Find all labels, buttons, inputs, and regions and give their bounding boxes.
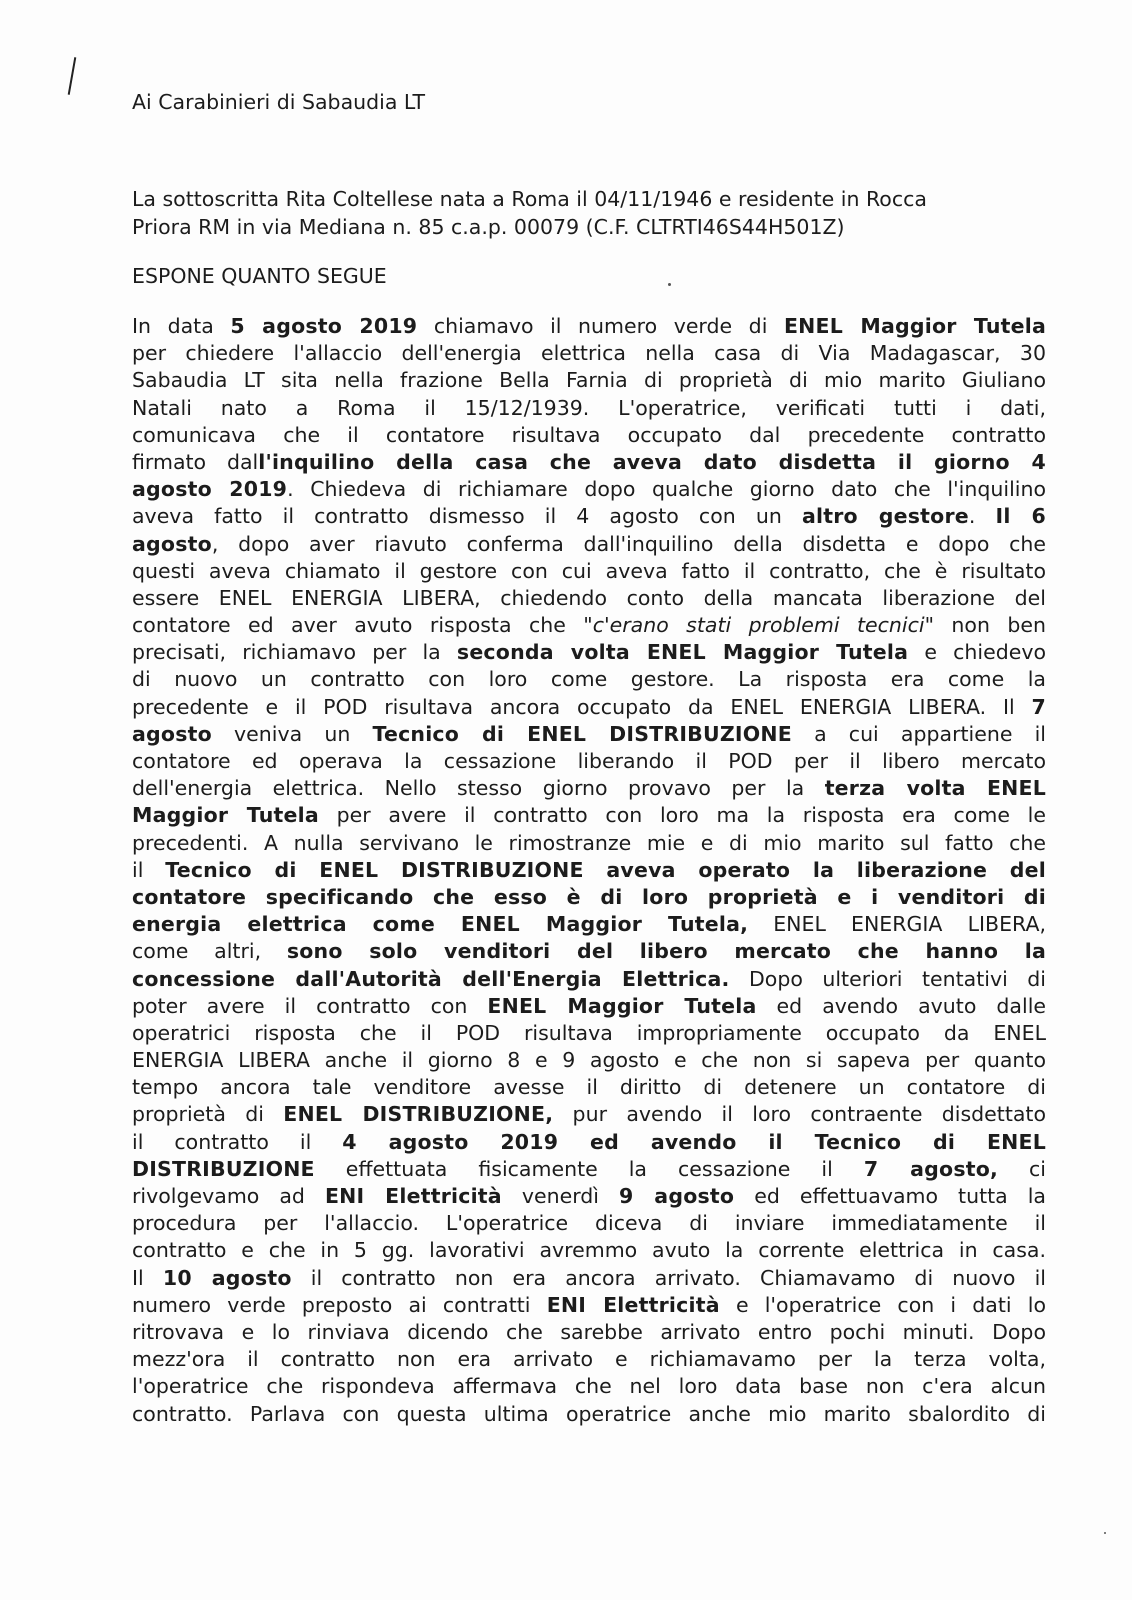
- text-line: ENERGIA LIBERA anche il giorno 8 e 9 agosto e che non si sapeva per quanto: [132, 1048, 1046, 1073]
- text-line: contatore specificando che esso è di loro proprietà e i venditori di: [132, 884, 1046, 909]
- text-line: Maggior Tutela per avere il contratto con loro ma la risposta era come le: [132, 803, 1046, 828]
- text-line: come altri, sono solo venditori del libero mercato che hanno la: [132, 939, 1046, 964]
- text-line: essere ENEL ENERGIA LIBERA, chiedendo conto della mancata liberazione del: [132, 585, 1046, 610]
- text-line: contatore ed operava la cessazione liberando il POD per il libero mercato: [132, 749, 1046, 773]
- text-line: di nuovo un contratto con loro come gestore. La risposta era come la: [132, 667, 1046, 692]
- text-line: agosto 2019. Chiedeva di richiamare dopo qualche giorno dato che l'inquilino: [132, 477, 1046, 502]
- text-line: proprietà di ENEL DISTRIBUZIONE, pur avendo il loro contraente disdettato: [132, 1102, 1047, 1127]
- text-line: l'operatrice che rispondeva affermava che nel loro data base non c'era alcun: [132, 1374, 1046, 1399]
- text-line: comunicava che il contatore risultava occupato dal precedente contratto: [132, 422, 1046, 447]
- text-line: contratto. Parlava con questa ultima operatrice anche mio marito sbalordito di: [132, 1401, 1046, 1426]
- text-line: mezz'ora il contratto non era arrivato e richiamavamo per la terza volta,: [132, 1347, 1046, 1372]
- text-line: contratto e che in 5 gg. lavorativi avremmo avuto la corrente elettrica in casa.: [132, 1238, 1046, 1263]
- text-line: il Tecnico di ENEL DISTRIBUZIONE aveva operato la liberazione del: [132, 857, 1046, 882]
- scan-speck: [668, 283, 671, 286]
- text-line: agosto, dopo aver riavuto conferma dall'inquilino della disdetta e dopo che: [132, 531, 1046, 556]
- text-line: Il 10 agosto il contratto non era ancora arrivato. Chiamavamo di nuovo il: [132, 1265, 1046, 1290]
- text-line: DISTRIBUZIONE effettuata fisicamente la cessazione il 7 agosto, ci: [132, 1156, 1046, 1181]
- text-line: tempo ancora tale venditore avesse il diritto di detenere un contatore di: [132, 1075, 1046, 1100]
- pen-mark: [68, 57, 77, 95]
- text-line: ritrovava e lo rinviava dicendo che sarebbe arrivato entro pochi minuti. Dopo: [132, 1319, 1046, 1344]
- text-line: dell'energia elettrica. Nello stesso giorno provavo per la terza volta ENEL: [132, 776, 1046, 801]
- text-line: In data 5 agosto 2019 chiamavo il numero verde di ENEL Maggior Tutela: [132, 314, 1047, 338]
- text-line: procedura per l'allaccio. L'operatrice diceva di inviare immediatamente il: [132, 1211, 1046, 1236]
- intro-paragraph: [132, 186, 1032, 241]
- text-line: contatore ed aver avuto risposta che "c'erano stati problemi tecnici" non ben: [132, 613, 1046, 638]
- scan-speck: [1104, 1532, 1106, 1534]
- text-line: Natali nato a Roma il 15/12/1939. L'operatrice, verificati tutti i dati,: [132, 395, 1046, 420]
- text-line: il contratto il 4 agosto 2019 ed avendo il Tecnico di ENEL: [132, 1129, 1046, 1154]
- text-line: firmato dall'inquilino della casa che aveva dato disdetta il giorno 4: [132, 449, 1046, 474]
- text-line: concessione dall'Autorità dell'Energia Elettrica. Dopo ulteriori tentativi di: [132, 966, 1046, 991]
- text-line: rivolgevamo ad ENI Elettricità venerdì 9 agosto ed effettuavamo tutta la: [132, 1184, 1046, 1208]
- text-line: agosto veniva un Tecnico di ENEL DISTRIBUZIONE a cui appartiene il: [132, 721, 1046, 746]
- text-line: per chiedere l'allaccio dell'energia elettrica nella casa di Via Madagascar, 30: [132, 341, 1046, 366]
- text-line: operatrici risposta che il POD risultava impropriamente occupato da ENEL: [132, 1020, 1046, 1045]
- text-line: aveva fatto il contratto dismesso il 4 agosto con un altro gestore. Il 6: [132, 504, 1046, 529]
- text-line: questi aveva chiamato il gestore con cui aveva fatto il contratto, che è risultato: [132, 558, 1046, 583]
- text-line: energia elettrica come ENEL Maggior Tutela, ENEL ENERGIA LIBERA,: [132, 912, 1047, 937]
- text-line: precisati, richiamavo per la seconda volta ENEL Maggior Tutela e chiedevo: [132, 640, 1046, 665]
- section-heading: ESPONE QUANTO SEGUE: [132, 264, 387, 288]
- text-line: poter avere il contratto con ENEL Maggior Tutela ed avendo avuto dalle: [132, 993, 1046, 1018]
- body-paragraph: [132, 313, 1046, 1428]
- text-line: numero verde preposto ai contratti ENI Elettricità e l'operatrice con i dati lo: [132, 1292, 1047, 1317]
- text-line: precedenti. A nulla servivano le rimostranze mie e di mio marito sul fatto che: [132, 830, 1046, 855]
- text-line: precedente e il POD risultava ancora occupato da ENEL ENERGIA LIBERA. Il 7: [132, 694, 1046, 719]
- intro-line: Priora RM in via Mediana n. 85 c.a.p. 00079 (C.F. CLTRTI46S44H501Z): [132, 214, 845, 239]
- intro-line: La sottoscritta Rita Coltellese nata a Roma il 04/11/1946 e residente in Rocca: [132, 187, 927, 211]
- text-line: Sabaudia LT sita nella frazione Bella Farnia di proprietà di mio marito Giuliano: [132, 368, 1046, 393]
- addressee: Ai Carabinieri di Sabaudia LT: [132, 90, 426, 114]
